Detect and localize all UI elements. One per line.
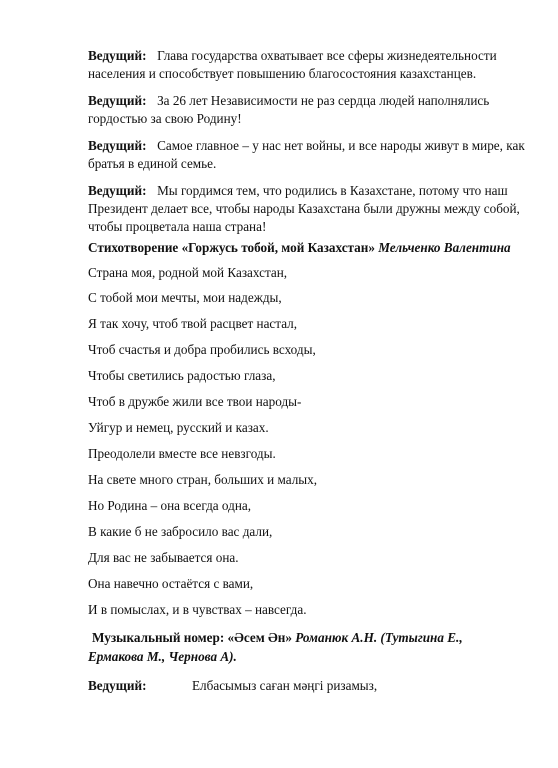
paragraph-4-line-3 <box>88 219 266 235</box>
paragraph-2-line-1 <box>88 93 489 109</box>
paragraph-3-line-1 <box>88 138 525 154</box>
music-title: «Әсем Ән» <box>227 630 292 645</box>
speaker-label: Ведущий: <box>88 93 147 108</box>
paragraph-1-line-1 <box>88 48 497 64</box>
speaker-label: Ведущий: <box>88 138 147 153</box>
speaker-label: Ведущий: <box>88 48 147 63</box>
poem-line: Она навечно остаётся с вами, <box>88 576 254 591</box>
paragraph-text: чтобы процветала наша страна! <box>88 219 267 234</box>
poem-line: Преодолели вместе все невзгоды. <box>88 446 276 461</box>
poem-line: Чтоб счастья и добра пробились всходы, <box>88 342 316 357</box>
paragraph-text: гордостью за свою Родину! <box>88 111 242 126</box>
poem-line: Чтобы светились радостью глаза, <box>88 368 276 383</box>
poem-line: Чтоб в дружбе жили все твои народы- <box>88 394 302 409</box>
music-performers: Романюк А.Н. (Тутыгина Е., <box>295 630 463 645</box>
poem-line: Для вас не забывается она. <box>88 550 239 565</box>
poem-line: Но Родина – она всегда одна, <box>88 498 252 513</box>
paragraph-3-line-2 <box>88 156 216 172</box>
paragraph-text: Самое главное – у нас нет войны, и все народы живут в мире, как <box>157 138 525 153</box>
paragraph-text: За 26 лет Независимости не раз сердца людей наполнялись <box>157 93 490 108</box>
music-performers-cont: Ермакова М., Чернова А). <box>88 649 237 664</box>
paragraph-text: братья в единой семье. <box>88 156 217 171</box>
poem-line: На свете много стран, больших и малых, <box>88 472 318 487</box>
music-label: Музыкальный номер: <box>92 630 225 645</box>
paragraph-text: Глава государства охватывает все сферы жизнедеятельности <box>157 48 497 63</box>
paragraph-2-line-2 <box>88 111 242 127</box>
closing-text: Елбасымыз саған мәңгі ризамыз, <box>192 678 378 693</box>
paragraph-text: населения и способствует повышению благосостояния казахстанцев. <box>88 66 477 81</box>
poem-line: В какие б не забросило вас дали, <box>88 524 273 539</box>
music-line-1 <box>92 630 463 646</box>
speaker-label: Ведущий: <box>88 183 147 198</box>
poem-line: Уйгур и немец, русский и казах. <box>88 420 269 435</box>
poem-title: Стихотворение «Горжусь тобой, мой Казахстан» <box>88 240 375 255</box>
closing-line <box>88 678 378 694</box>
paragraph-text: Мы гордимся тем, что родились в Казахстане, потому что наш <box>157 183 508 198</box>
poem-line: И в помыслах, и в чувствах – навсегда. <box>88 602 307 617</box>
poem-line: С тобой мои мечты, мои надежды, <box>88 290 282 305</box>
paragraph-4-line-1 <box>88 183 508 199</box>
paragraph-4-line-2 <box>88 201 520 217</box>
speaker-label: Ведущий: <box>88 678 147 693</box>
poem-author: Мельченко Валентина <box>378 240 511 255</box>
poem-line: Я так хочу, чтоб твой расцвет настал, <box>88 316 298 331</box>
paragraph-1-line-2 <box>88 66 476 82</box>
poem-line: Страна моя, родной мой Казахстан, <box>88 265 288 280</box>
paragraph-text: Президент делает все, чтобы народы Казахстана были дружны между собой, <box>88 201 520 216</box>
poem-heading <box>88 240 511 256</box>
music-line-2 <box>88 649 237 665</box>
